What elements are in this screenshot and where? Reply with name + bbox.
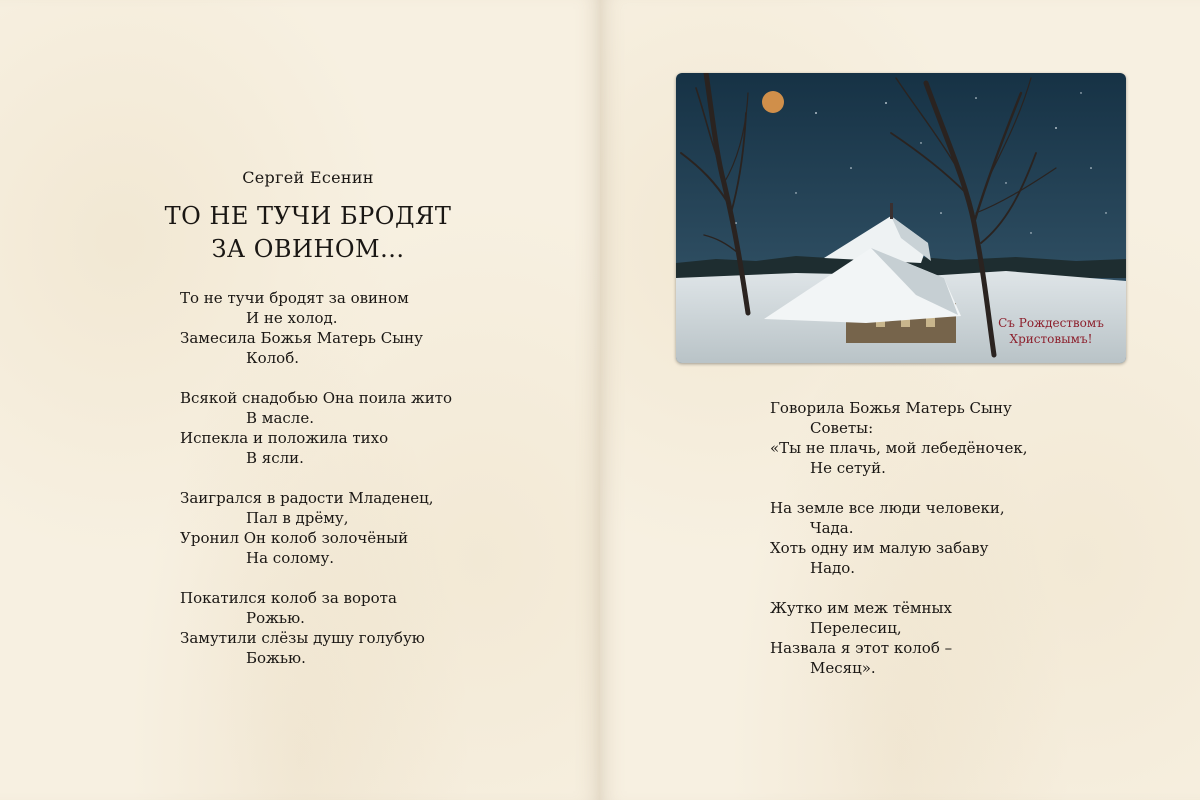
verse-line: Советы: xyxy=(810,419,874,437)
verse-line: Чада. xyxy=(810,519,854,537)
verse-line: Колоб. xyxy=(246,349,299,367)
moon-icon xyxy=(762,91,784,113)
verse-line: В ясли. xyxy=(246,449,304,467)
verse-line: Покатился колоб за ворота xyxy=(180,589,397,607)
poem-right-column xyxy=(770,398,1027,698)
verse-line: Жутко им меж тёмных xyxy=(770,599,952,617)
poem-left-column xyxy=(180,288,452,688)
stanza xyxy=(180,388,452,468)
verse-line: Назвала я этот колоб – xyxy=(770,639,953,657)
poem-title-line: ТО НЕ ТУЧИ БРОДЯТ xyxy=(164,202,452,230)
verse-line: То не тучи бродят за овином xyxy=(180,289,409,307)
stanza xyxy=(770,598,1027,678)
verse-line: Пал в дрёму, xyxy=(246,509,349,527)
verse-line: Испекла и положила тихо xyxy=(180,429,389,447)
stanza xyxy=(770,398,1027,478)
verse-line: В масле. xyxy=(246,409,314,427)
stanza xyxy=(180,488,452,568)
verse-line: Рожью. xyxy=(246,609,305,627)
verse-line: Божью. xyxy=(246,649,306,667)
verse-line: «Ты не плачь, мой лебедёночек, xyxy=(770,439,1028,457)
stanza xyxy=(180,588,452,668)
stanza xyxy=(180,288,452,368)
verse-line: Заигрался в радости Младенец, xyxy=(180,489,434,507)
christmas-postcard-illustration xyxy=(676,73,1126,363)
verse-line: На солому. xyxy=(246,549,335,567)
verse-line: На земле все люди человеки, xyxy=(770,499,1005,517)
postcard-greeting xyxy=(986,315,1116,347)
verse-line: Надо. xyxy=(810,559,856,577)
verse-line: Замутили слёзы душу голубую xyxy=(180,629,425,647)
verse-line: Не сетуй. xyxy=(810,459,886,477)
verse-line: Уронил Он колоб золочёный xyxy=(180,529,409,547)
verse-line: Месяц». xyxy=(810,659,876,677)
verse-line: Говорила Божья Матерь Сыну xyxy=(770,399,1012,417)
verse-line: Всякой снадобью Она поила жито xyxy=(180,389,453,407)
poem-title-line: ЗА ОВИНОМ... xyxy=(211,235,405,263)
poem-title xyxy=(0,200,616,266)
verse-line: Хоть одну им малую забаву xyxy=(770,539,989,557)
verse-line: И не холод. xyxy=(246,309,338,327)
greeting-line: Христовымъ! xyxy=(1009,332,1093,346)
verse-line: Перелесиц, xyxy=(810,619,902,637)
verse-line: Замесила Божья Матерь Сыну xyxy=(180,329,423,347)
greeting-line: Съ Рождествомъ xyxy=(998,316,1104,330)
stanza xyxy=(770,498,1027,578)
author-name: Сергей Есенин xyxy=(242,168,374,187)
